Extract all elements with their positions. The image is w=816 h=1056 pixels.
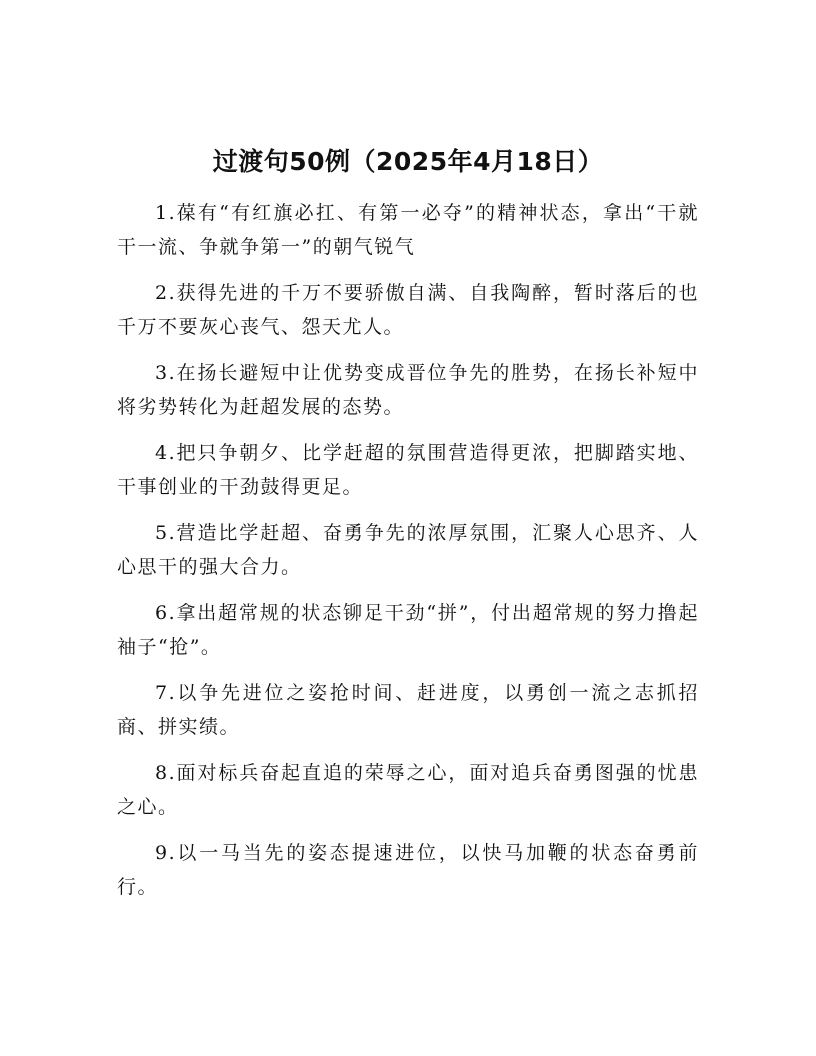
paragraph-5: 5.营造比学赶超、奋勇争先的浓厚氛围，汇聚人心思齐、人心思干的强大合力。	[117, 522, 699, 578]
paragraph-1: 1.葆有“有红旗必扛、有第一必夺”的精神状态，拿出“干就干一流、争就争第一”的朝气锐气	[117, 202, 699, 258]
paragraph-2: 2.获得先进的千万不要骄傲自满、自我陶醉，暂时落后的也千万不要灰心丧气、怨天尤人。	[117, 282, 699, 338]
document-body	[117, 196, 699, 916]
paragraph-4: 4.把只争朝夕、比学赶超的氛围营造得更浓，把脚踏实地、干事创业的干劲鼓得更足。	[117, 442, 699, 498]
paragraph-6: 6.拿出超常规的状态铆足干劲“拼”，付出超常规的努力撸起袖子“抢”。	[117, 602, 699, 658]
paragraph-8: 8.面对标兵奋起直追的荣辱之心，面对追兵奋勇图强的忧患之心。	[117, 762, 699, 818]
paragraph-7: 7.以争先进位之姿抢时间、赶进度，以勇创一流之志抓招商、拼实绩。	[117, 682, 699, 738]
paragraph-3: 3.在扬长避短中让优势变成晋位争先的胜势，在扬长补短中将劣势转化为赶超发展的态势。	[117, 362, 699, 418]
paragraph-9: 9.以一马当先的姿态提速进位，以快马加鞭的状态奋勇前行。	[117, 842, 699, 898]
document-title: 过渡句50例（2025年4月18日）	[212, 147, 604, 176]
